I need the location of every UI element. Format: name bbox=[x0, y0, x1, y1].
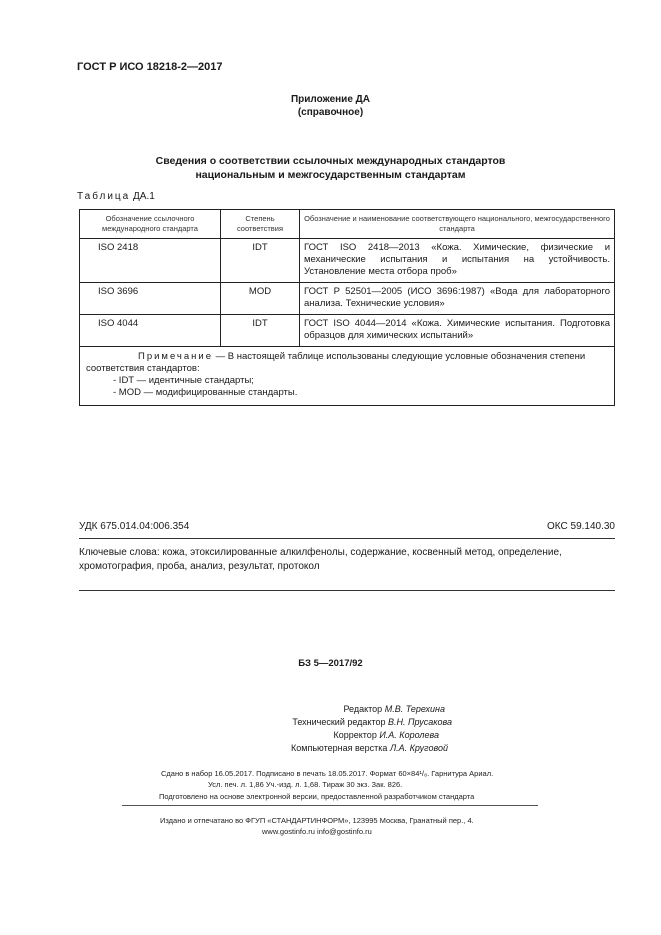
table-note bbox=[80, 347, 615, 406]
credit-layout bbox=[291, 742, 448, 755]
national-standard-cell: ГОСТ ISO 4044—2014 «Кожа. Химические испытания. Подготовка образцов для химических испытаний» bbox=[300, 315, 615, 347]
bz-number: БЗ 5—2017/92 bbox=[298, 658, 363, 669]
divider bbox=[122, 805, 538, 806]
imprint-line-3: Подготовлено на основе электронной версии, предоставленной разработчиком стандарта bbox=[159, 792, 475, 801]
credit-tech-editor bbox=[292, 716, 452, 729]
table-caption-number: ДА.1 bbox=[133, 191, 155, 202]
section-title bbox=[0, 154, 661, 182]
note-text: — В настоящей таблице использованы следующие условные обозначения степени соответствия стандартов: bbox=[86, 351, 586, 374]
table-caption-word: Таблица bbox=[77, 191, 131, 202]
column-header: Обозначение ссылочного международного стандарта bbox=[80, 210, 221, 239]
column-header: Степень соответствия bbox=[221, 210, 300, 239]
annex-subtitle: (справочное) bbox=[297, 107, 364, 118]
table-row bbox=[80, 315, 615, 347]
credit-proofreader bbox=[333, 729, 439, 742]
table-row bbox=[80, 283, 615, 315]
credit-editor bbox=[343, 703, 445, 716]
column-header: Обозначение и наименование соответствующего национального, межгосударственного стандарта bbox=[300, 210, 615, 239]
imprint-line-4: Издано и отпечатано во ФГУП «СТАНДАРТИНФОРМ», 123995 Москва, Гранатный пер., 4. bbox=[160, 816, 474, 825]
note-item: - MOD — модифицированные стандарты. bbox=[113, 387, 298, 398]
table-row bbox=[80, 239, 615, 283]
section-title-line-1: Сведения о соответствии ссылочных международных стандартов bbox=[155, 155, 506, 167]
divider bbox=[79, 538, 615, 539]
credit-role: Технический редактор bbox=[292, 717, 386, 727]
section-title-line-2: национальным и межгосударственным стандартам bbox=[195, 169, 466, 181]
table-note-row bbox=[80, 347, 615, 406]
credit-role: Корректор bbox=[333, 730, 377, 740]
credit-name: Л.А. Круговой bbox=[389, 743, 448, 753]
annex-heading bbox=[0, 93, 661, 119]
degree-cell: MOD bbox=[221, 283, 300, 315]
national-standard-cell: ГОСТ ISO 2418—2013 «Кожа. Химические, физические и механические испытания и испытания на устойчивость. Установление места отбора проб» bbox=[300, 239, 615, 283]
divider bbox=[79, 590, 615, 591]
ref-standard-cell: ISO 2418 bbox=[80, 239, 221, 283]
table-header-row bbox=[80, 210, 615, 239]
ref-standard-cell: ISO 3696 bbox=[80, 283, 221, 315]
ref-standard-cell: ISO 4044 bbox=[80, 315, 221, 347]
credit-name: В.Н. Прусакова bbox=[388, 717, 452, 727]
national-standard-cell: ГОСТ Р 52501—2005 (ИСО 3696:1987) «Вода для лабораторного анализа. Технические условия» bbox=[300, 283, 615, 315]
credit-role: Компьютерная верстка bbox=[291, 743, 388, 753]
imprint-line-5: www.gostinfo.ru info@gostinfo.ru bbox=[262, 827, 372, 836]
credit-role: Редактор bbox=[343, 704, 383, 714]
credit-name: И.А. Королева bbox=[379, 730, 439, 740]
imprint-line-2: Усл. печ. л. 1,86 Уч.-изд. л. 1,68. Тираж 30 экз. Зак. 826. bbox=[208, 780, 403, 789]
degree-cell: IDT bbox=[221, 315, 300, 347]
annex-title: Приложение ДА bbox=[290, 94, 371, 105]
udc-code: УДК 675.014.04:006.354 bbox=[79, 521, 190, 532]
document-code: ГОСТ Р ИСО 18218-2—2017 bbox=[77, 61, 223, 73]
table-caption bbox=[77, 191, 155, 202]
keywords: Ключевые слова: кожа, этоксилированные алкилфенолы, содержание, косвенный метод, определение, хромотография, проба, анализ, результат, протокол bbox=[79, 547, 562, 572]
note-item: - IDT — идентичные стандарты; bbox=[113, 375, 254, 386]
reference-table bbox=[79, 209, 615, 406]
imprint-line-1: Сдано в набор 16.05.2017. Подписано в печать 18.05.2017. Формат 60×84¹/₈. Гарнитура Ариал. bbox=[161, 769, 494, 778]
degree-cell: IDT bbox=[221, 239, 300, 283]
note-head: Примечание bbox=[138, 351, 213, 362]
credit-name: М.В. Терехина bbox=[384, 704, 445, 714]
okc-code: ОКС 59.140.30 bbox=[547, 521, 615, 532]
